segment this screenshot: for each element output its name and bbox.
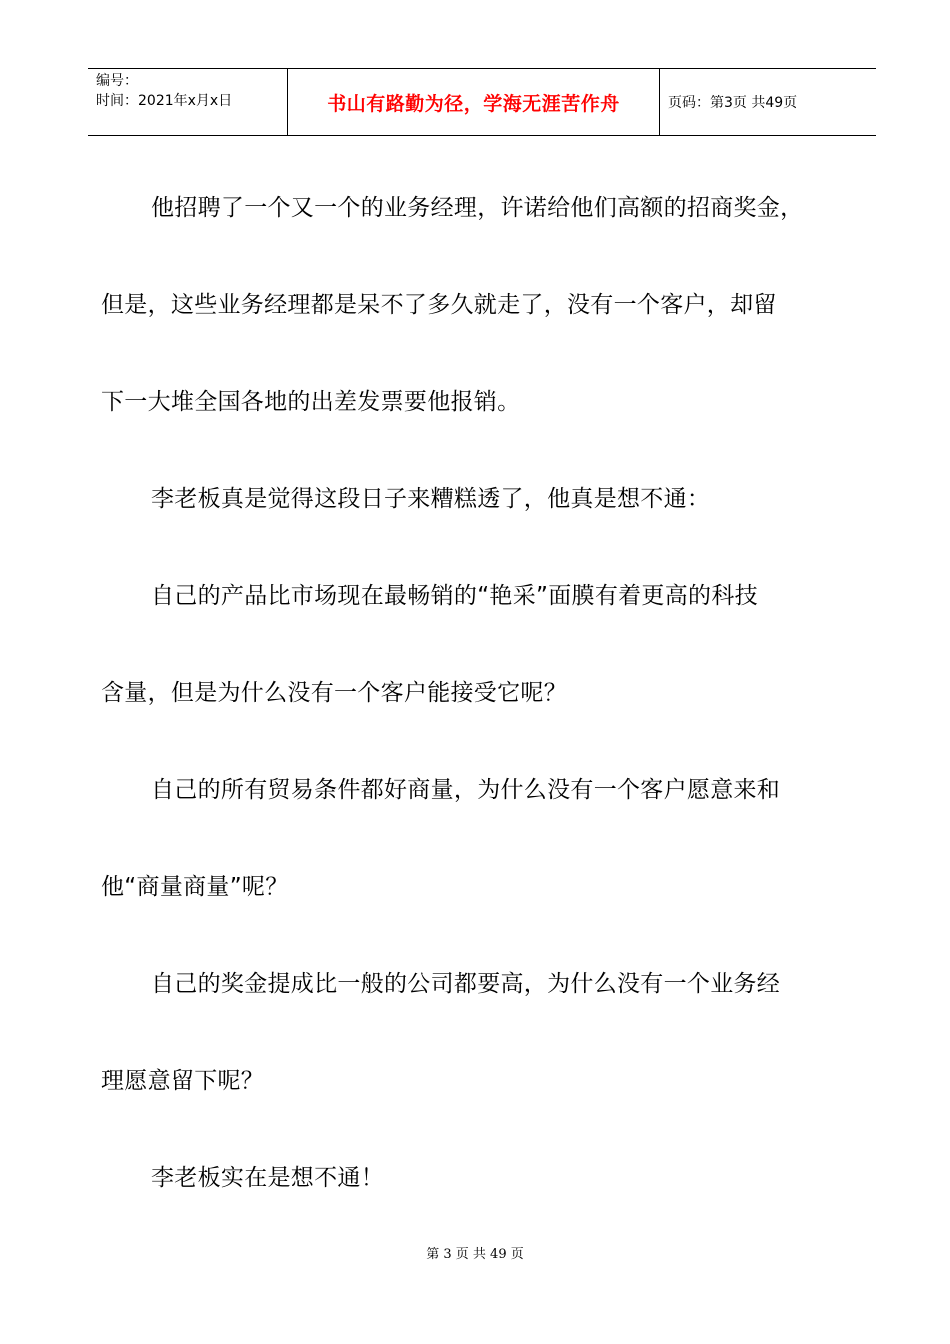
body-line: 下一大堆全国各地的出差发票要他报销。 [101,389,521,415]
document-header [88,68,876,136]
header-meta [88,69,287,135]
body-line: 他招聘了一个又一个的业务经理，许诺给他们高额的招商奖金， [151,195,804,221]
header-page-info: 页码：第3页 共49页 [668,95,798,111]
body-line: 李老板真是觉得这段日子来糟糕透了，他真是想不通： [151,486,711,512]
document-number-label: 编号： [96,73,138,89]
body-line: 理愿意留下呢？ [101,1068,265,1094]
body-line: 李老板实在是想不通！ [151,1165,384,1191]
motto-text: 书山有路勤为径，学海无涯苦作舟 [327,92,620,115]
body-line: 他“商量商量”呢？ [101,874,289,900]
body-line: 自己的所有贸易条件都好商量，为什么没有一个客户愿意来和 [151,777,781,803]
header-motto-cell [287,69,660,135]
page-footer: 第 3 页 共 49 页 [426,1247,524,1262]
document-time-label: 时间：2021年x月x日 [96,93,233,109]
document-body [101,160,861,1227]
body-line: 自己的产品比市场现在最畅销的“艳采”面膜有着更高的科技 [151,583,758,609]
body-line: 含量，但是为什么没有一个客户能接受它呢？ [101,680,567,706]
body-line: 但是，这些业务经理都是呆不了多久就走了，没有一个客户，却留 [101,292,777,318]
body-line: 自己的奖金提成比一般的公司都要高，为什么没有一个业务经 [151,971,781,997]
